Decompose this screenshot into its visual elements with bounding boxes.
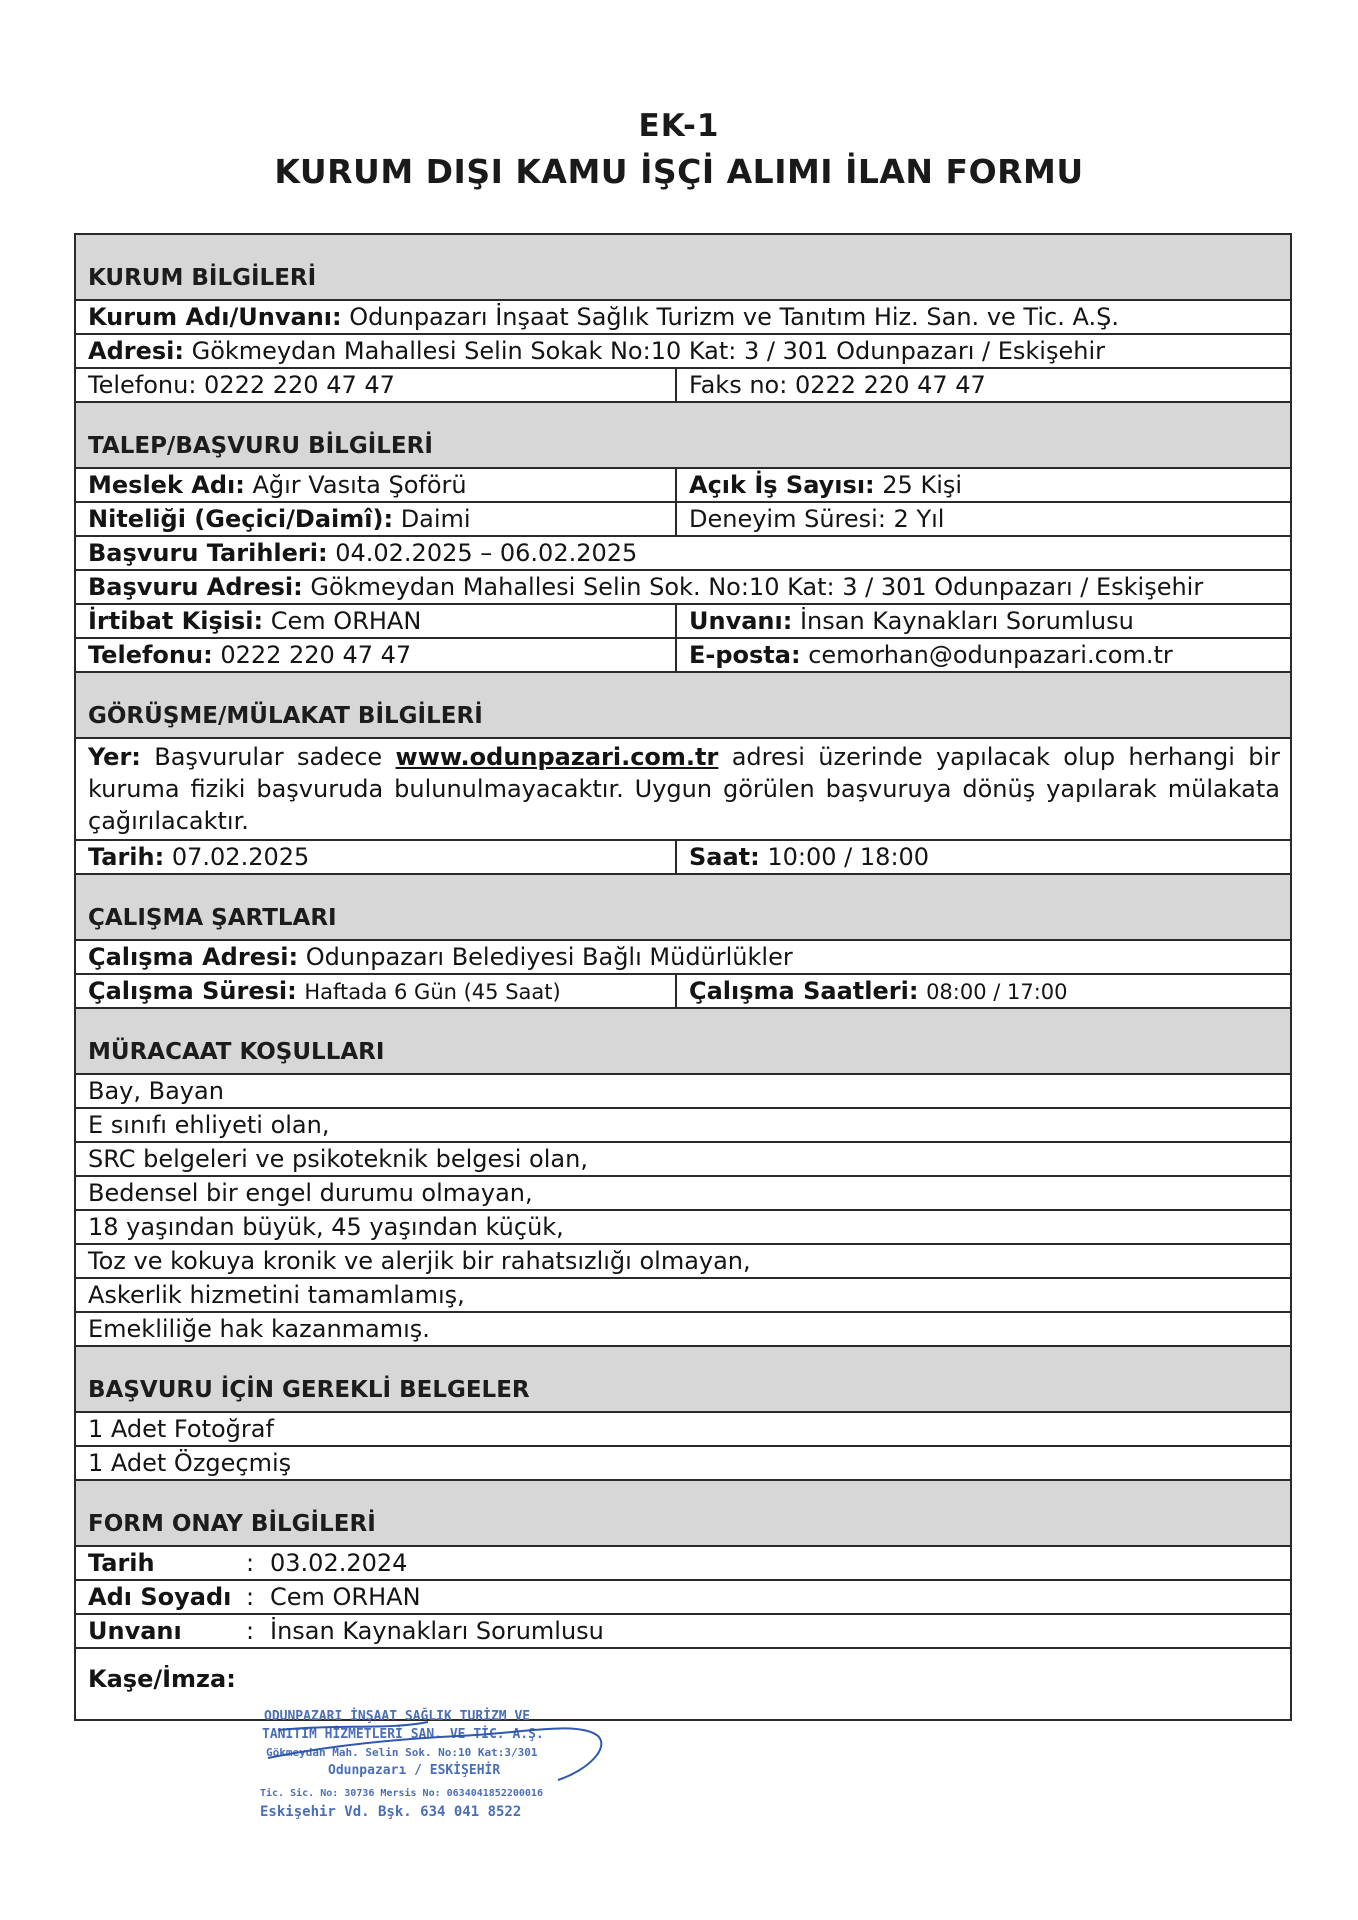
nitelik-label: Niteliği (Geçici/Daimî):	[88, 505, 394, 533]
meslek-value: Ağır Vasıta Şoförü	[252, 471, 467, 499]
eposta-value[interactable]: cemorhan@odunpazari.com.tr	[808, 641, 1173, 669]
list-item: SRC belgeleri ve psikoteknik belgesi olan,	[76, 1143, 1290, 1177]
row-yer	[76, 739, 1290, 841]
unvan-value: İnsan Kaynakları Sorumlusu	[799, 607, 1134, 635]
list-item: Bedensel bir engel durumu olmayan,	[76, 1177, 1290, 1211]
yer-text-before: Başvurular sadece	[154, 743, 383, 771]
stamp-line: Tic. Sic. No: 30736 Mersis No: 0634041852200016	[260, 1788, 543, 1799]
kurum-phone: Telefonu: 0222 220 47 47	[88, 371, 395, 399]
stamp-line: Odunpazarı / ESKİŞEHİR	[328, 1763, 501, 1778]
mulakat-tarih-value: 07.02.2025	[171, 843, 310, 871]
onay-tarih-value: 03.02.2024	[270, 1549, 408, 1577]
mulakat-tarih-label: Tarih:	[88, 843, 165, 871]
row-calisma-adres	[76, 941, 1290, 975]
stamp-seal	[258, 1700, 618, 1840]
nitelik-value: Daimi	[400, 505, 471, 533]
row-calisma-sure	[76, 975, 1290, 1009]
irtibat-label: İrtibat Kişisi:	[88, 607, 264, 635]
row-onay-ad: Adı Soyadı : Cem ORHAN	[76, 1581, 1290, 1615]
section-muracaat-header: MÜRACAAT KOŞULLARI	[76, 1009, 1290, 1075]
section-talep-header: TALEP/BAŞVURU BİLGİLERİ	[76, 403, 1290, 469]
yer-label: Yer:	[88, 743, 141, 771]
kurum-fax: Faks no: 0222 220 47 47	[689, 371, 986, 399]
row-mulakat-tarih	[76, 841, 1290, 875]
list-item: 1 Adet Özgeçmiş	[76, 1447, 1290, 1481]
telefon-label: Telefonu:	[88, 641, 213, 669]
onay-ad-value: Cem ORHAN	[270, 1583, 421, 1611]
list-item: E sınıfı ehliyeti olan,	[76, 1109, 1290, 1143]
acik-is-value: 25 Kişi	[882, 471, 963, 499]
announcement-form	[74, 233, 1292, 1721]
section-calisma-header: ÇALIŞMA ŞARTLARI	[76, 875, 1290, 941]
section-belgeler-header: BAŞVURU İÇİN GEREKLİ BELGELER	[76, 1347, 1290, 1413]
list-item: 1 Adet Fotoğraf	[76, 1413, 1290, 1447]
calisma-sure-value: Haftada 6 Gün (45 Saat)	[304, 980, 561, 1004]
onay-ad-label: Adı Soyadı	[88, 1583, 232, 1611]
row-basvuru-adres	[76, 571, 1290, 605]
kurum-address-label: Adresi:	[88, 337, 184, 365]
irtibat-value: Cem ORHAN	[270, 607, 422, 635]
list-item: Askerlik hizmetini tamamlamış,	[76, 1279, 1290, 1313]
list-item: Toz ve kokuya kronik ve alerjik bir rahatsızlığı olmayan,	[76, 1245, 1290, 1279]
list-item: 18 yaşından büyük, 45 yaşından küçük,	[76, 1211, 1290, 1245]
yer-text-after: adresi üzerinde yapılacak olup herhangi bir kuruma fiziki başvuruda bulunulmayacaktır. Uygun görülen başvuruya dönüş yapılarak mülakata çağırılacaktır.	[88, 743, 1280, 835]
row-onay-unvan: Unvanı : İnsan Kaynakları Sorumlusu	[76, 1615, 1290, 1649]
row-kurum-phone	[76, 369, 1290, 403]
stamp-line: TANITIM HİZMETLERİ SAN. VE TİC. A.Ş.	[262, 1727, 544, 1742]
acik-is-label: Açık İş Sayısı:	[689, 471, 875, 499]
section-kurum-header: KURUM BİLGİLERİ	[76, 235, 1290, 301]
row-nitelik	[76, 503, 1290, 537]
row-onay-tarih: Tarih : 03.02.2024	[76, 1547, 1290, 1581]
list-item: Emekliliğe hak kazanmamış.	[76, 1313, 1290, 1347]
basvuru-tarih-value: 04.02.2025 – 06.02.2025	[335, 539, 638, 567]
website-link[interactable]: www.odunpazari.com.tr	[395, 743, 719, 771]
onay-unvan-value: İnsan Kaynakları Sorumlusu	[270, 1617, 604, 1645]
mulakat-saat-value: 10:00 / 18:00	[767, 843, 930, 871]
calisma-adres-value: Odunpazarı Belediyesi Bağlı Müdürlükler	[305, 943, 793, 971]
row-telefon	[76, 639, 1290, 673]
company-stamp	[258, 1700, 618, 1840]
kase-imza-label: Kaşe/İmza:	[88, 1665, 236, 1693]
row-meslek	[76, 469, 1290, 503]
row-kurum-name	[76, 301, 1290, 335]
telefon-value: 0222 220 47 47	[220, 641, 412, 669]
eposta-label: E-posta:	[689, 641, 801, 669]
row-kurum-address	[76, 335, 1290, 369]
row-basvuru-tarih	[76, 537, 1290, 571]
stamp-line: ODUNPAZARI İNŞAAT SAĞLIK TURİZM VE	[264, 1709, 531, 1724]
list-item: Bay, Bayan	[76, 1075, 1290, 1109]
mulakat-saat-label: Saat:	[689, 843, 760, 871]
kurum-name-label: Kurum Adı/Unvanı:	[88, 303, 342, 331]
stamp-line: Gökmeydan Mah. Selin Sok. No:10 Kat:3/301	[266, 1746, 538, 1759]
calisma-saat-label: Çalışma Saatleri:	[689, 977, 919, 1005]
calisma-sure-label: Çalışma Süresi:	[88, 977, 297, 1005]
basvuru-adres-value: Gökmeydan Mahallesi Selin Sok. No:10 Kat: 3 / 301 Odunpazarı / Eskişehir	[310, 573, 1204, 601]
onay-tarih-label: Tarih	[88, 1549, 155, 1577]
stamp-line: Eskişehir Vd. Bşk. 634 041 8522	[260, 1804, 522, 1820]
basvuru-tarih-label: Başvuru Tarihleri:	[88, 539, 328, 567]
meslek-label: Meslek Adı:	[88, 471, 245, 499]
row-irtibat	[76, 605, 1290, 639]
kurum-address-value: Gökmeydan Mahallesi Selin Sokak No:10 Kat: 3 / 301 Odunpazarı / Eskişehir	[191, 337, 1105, 365]
calisma-adres-label: Çalışma Adresi:	[88, 943, 299, 971]
onay-unvan-label: Unvanı	[88, 1617, 182, 1645]
page-title: KURUM DIŞI KAMU İŞÇİ ALIMI İLAN FORMU	[274, 152, 1084, 191]
calisma-saat-value: 08:00 / 17:00	[926, 980, 1068, 1004]
kurum-name-value: Odunpazarı İnşaat Sağlık Turizm ve Tanıtım Hiz. San. ve Tic. A.Ş.	[349, 303, 1119, 331]
deneyim-value: Deneyim Süresi: 2 Yıl	[689, 505, 945, 533]
unvan-label: Unvanı:	[689, 607, 793, 635]
section-gorusme-header: GÖRÜŞME/MÜLAKAT BİLGİLERİ	[76, 673, 1290, 739]
section-onay-header: FORM ONAY BİLGİLERİ	[76, 1481, 1290, 1547]
annex-label: EK-1	[638, 108, 720, 144]
basvuru-adres-label: Başvuru Adresi:	[88, 573, 303, 601]
